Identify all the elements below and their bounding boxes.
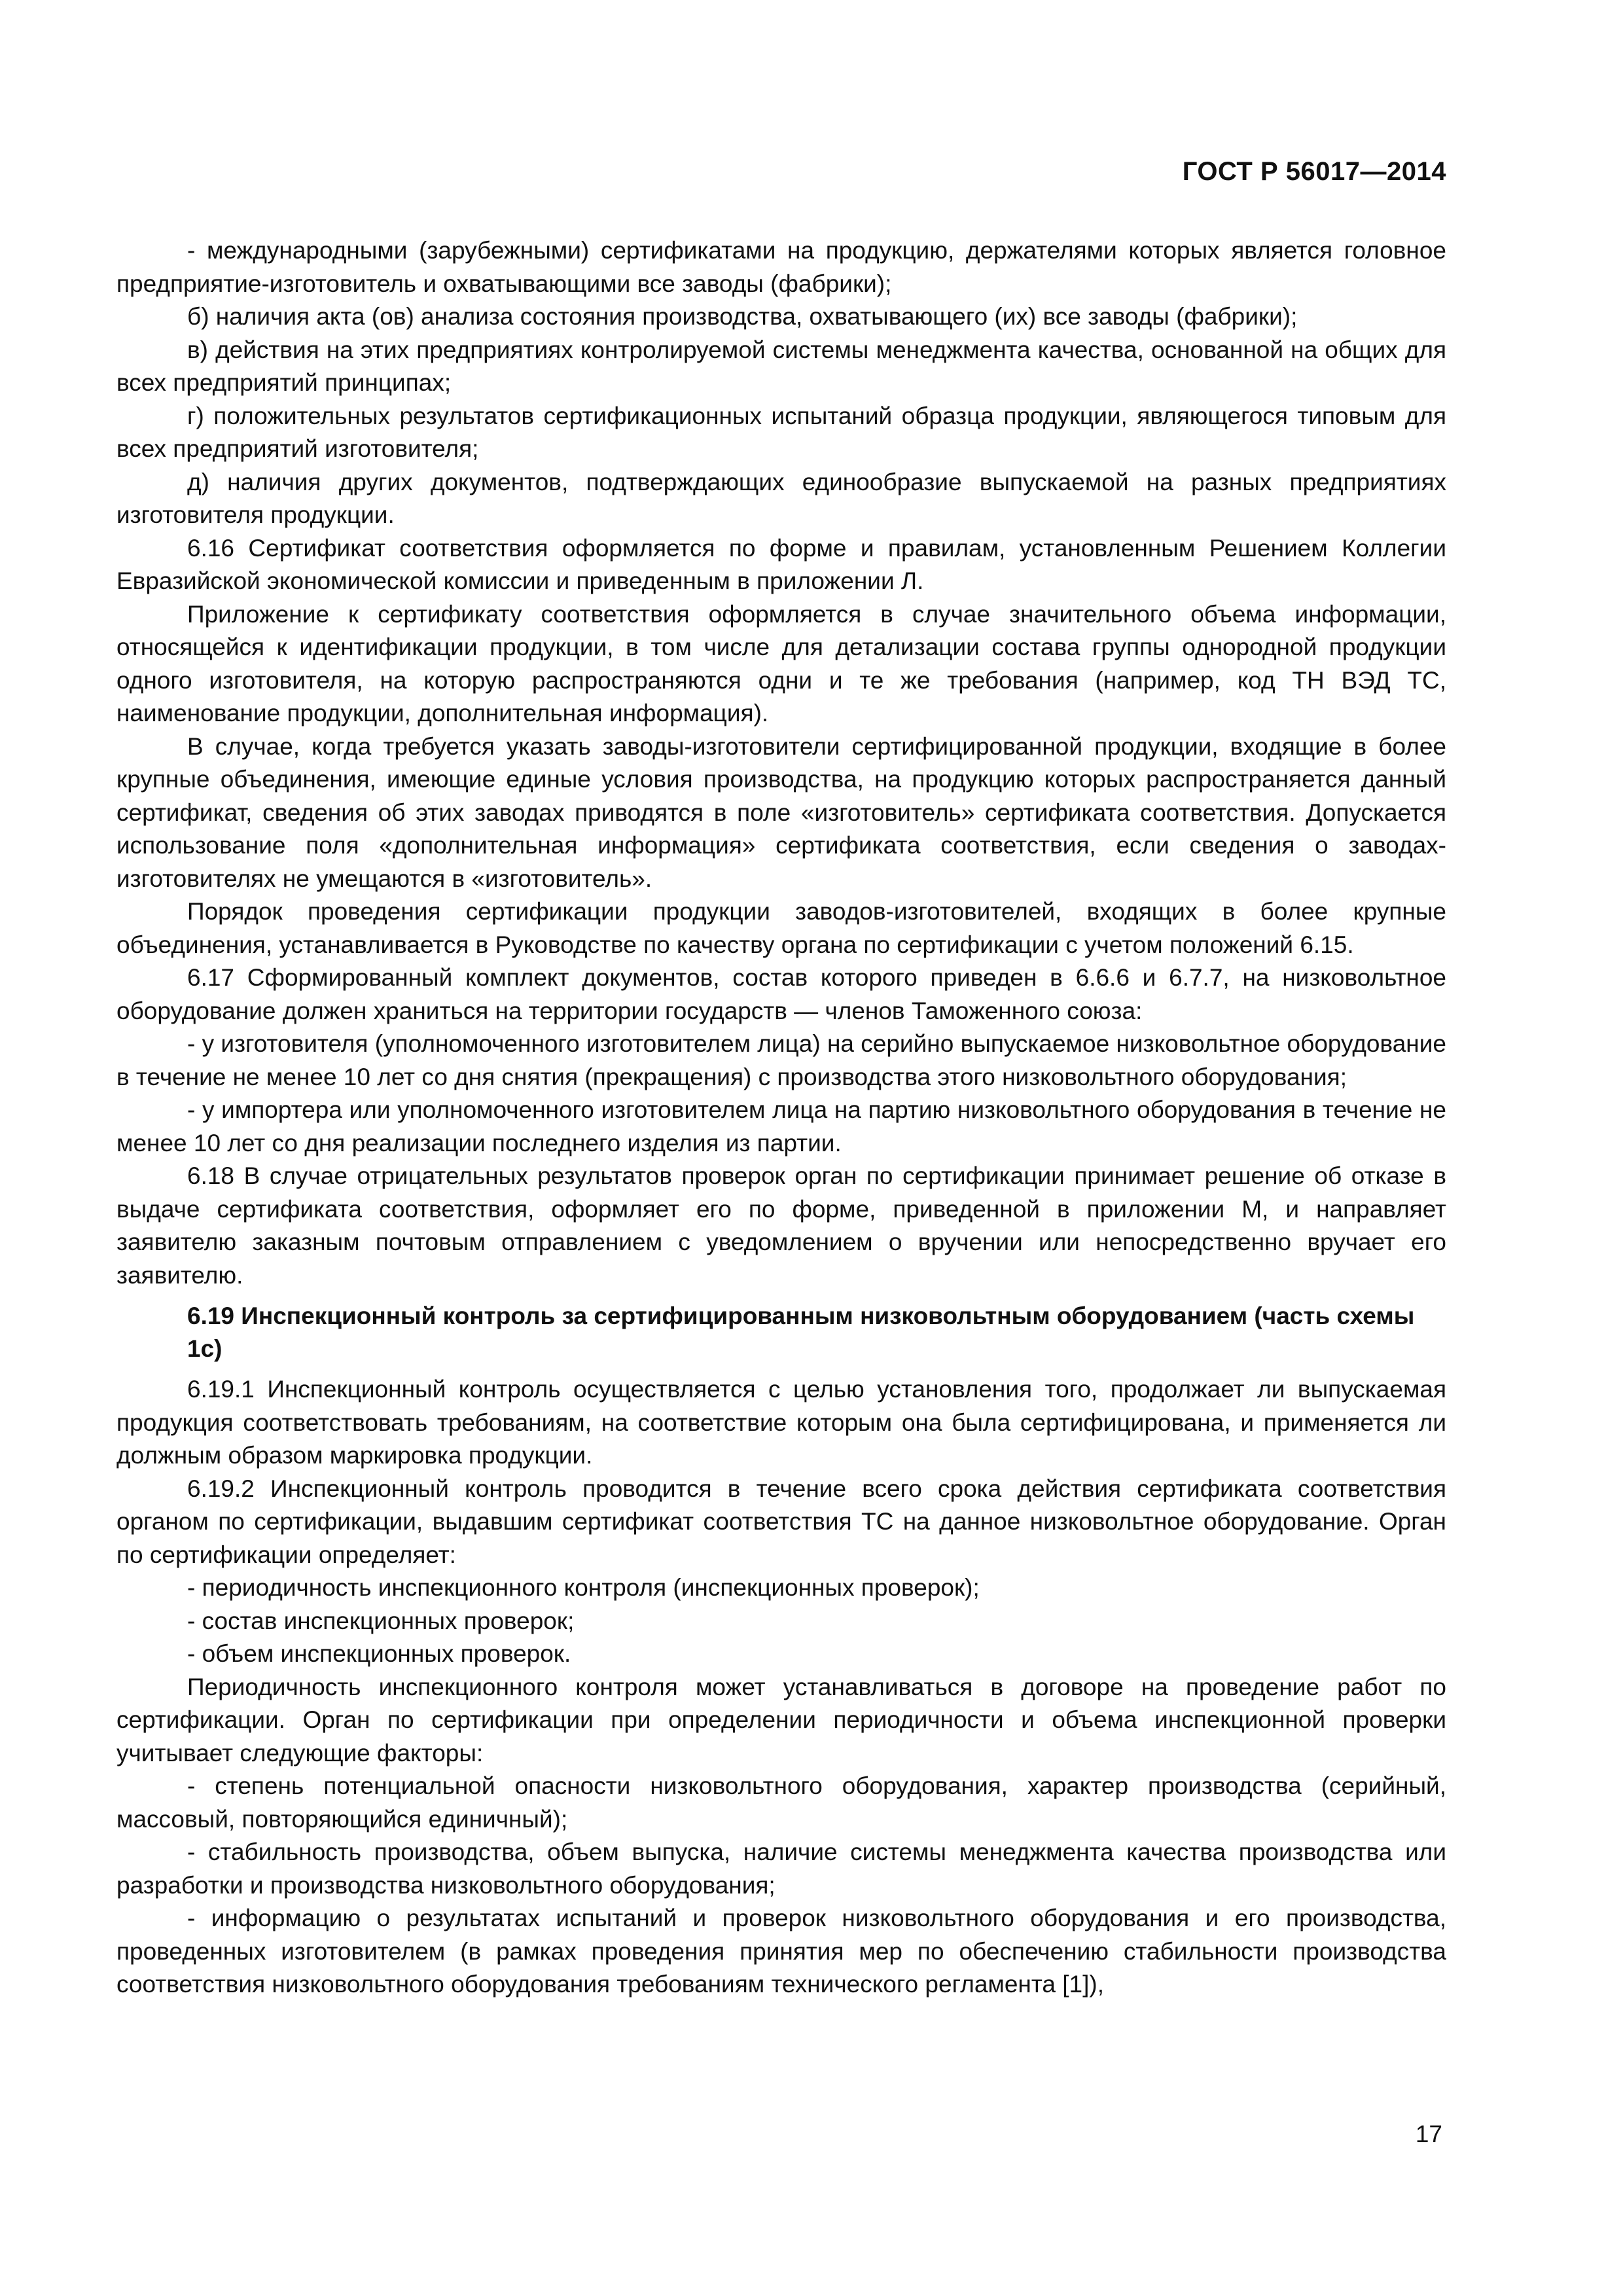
paragraph: В случае, когда требуется указать заводы-изготовители сертифицированной продукции, входящие в более крупные объединения, имеющие единые условия производства, на продукцию которых распространяется данный сертификат, сведения об этих заводах приводятся в поле «изготовитель» сертификата соответствия. Допускается использование поля «дополнительная информация» сертификата соответствия, если сведения о заводах-изготовителях не умещаются в «изготовитель». (116, 732, 1446, 892)
paragraph: - информацию о результатах испытаний и проверок низковольтного оборудования и его производства, проведенных изготовителем (в рамках проведения принятия мер по обеспечению стабильности производства соответствия низковольтного оборудования требованиям технического регламента [1]), (116, 1905, 1446, 1998)
paragraph: - у импортера или уполномоченного изготовителем лица на партию низковольтного оборудования в течение не менее 10 лет со дня реализации последнего изделия из партии. (116, 1096, 1446, 1157)
paragraph: 6.19.2 Инспекционный контроль проводится в течение всего срока действия сертификата соответствия органом по сертификации, выдавшим сертификат соответствия ТС на данное низковольтное оборудование. Орган по сертификации определяет: (116, 1475, 1446, 1568)
paragraph: д) наличия других документов, подтверждающих единообразие выпускаемой на разных предприятиях изготовителя продукции. (116, 468, 1446, 528)
paragraph: - международными (зарубежными) сертификатами на продукцию, держателями которых является головное предприятие-изготовитель и охватывающими все заводы (фабрики); (116, 237, 1446, 297)
paragraph: - состав инспекционных проверок; (187, 1607, 575, 1634)
paragraph: - периодичность инспекционного контроля (инспекционных проверок); (187, 1574, 980, 1601)
document-body (116, 234, 1446, 2001)
paragraph: 6.18 В случае отрицательных результатов проверок орган по сертификации принимает решение об отказе в выдаче сертификата соответствия, оформляет его по форме, приведенной в приложении М, и направляет заявителю заказным почтовым отправлением с уведомлением о вручении или непосредственно вручает его заявителю. (116, 1162, 1446, 1289)
page-number: 17 (1415, 2121, 1442, 2147)
document-id-header: ГОСТ Р 56017—2014 (1182, 157, 1446, 186)
paragraph: г) положительных результатов сертификационных испытаний образца продукции, являющегося типовым для всех предприятий изготовителя; (116, 402, 1446, 462)
paragraph: 6.17 Сформированный комплект документов, состав которого приведен в 6.6.6 и 6.7.7, на низковольтное оборудование должен храниться на территории государств — членов Таможенного союза: (116, 964, 1446, 1024)
section-heading: 6.19 Инспекционный контроль за сертифицированным низковольтным оборудованием (часть схемы 1с) (187, 1302, 1415, 1362)
paragraph: б) наличия акта (ов) анализа состояния производства, охватывающего (их) все заводы (фабрики); (187, 303, 1298, 330)
paragraph: - стабильность производства, объем выпуска, наличие системы менеджмента качества производства или разработки и производства низковольтного оборудования; (116, 1839, 1446, 1899)
paragraph: - объем инспекционных проверок. (187, 1640, 571, 1667)
paragraph: в) действия на этих предприятиях контролируемой системы менеджмента качества, основанной на общих для всех предприятий принципах; (116, 336, 1446, 396)
paragraph: Порядок проведения сертификации продукции заводов-изготовителей, входящих в более крупные объединения, устанавливается в Руководстве по качеству органа по сертификации с учетом положений 6.15. (116, 898, 1446, 958)
paragraph: - у изготовителя (уполномоченного изготовителем лица) на серийно выпускаемое низковольтное оборудование в течение не менее 10 лет со дня снятия (прекращения) с производства этого низковольтного оборудования; (116, 1030, 1446, 1090)
paragraph: Приложение к сертификату соответствия оформляется в случае значительного объема информации, относящейся к идентификации продукции, в том числе для детализации состава группы однородной продукции одного изготовителя, на которую распространяются одни и те же требования (например, код ТН ВЭД ТС, наименование продукции, дополнительная информация). (116, 600, 1446, 726)
paragraph: 6.19.1 Инспекционный контроль осуществляется с целью установления того, продолжает ли выпускаемая продукция соответствовать требованиям, на соответствие которым она была сертифицирована, и применяется ли должным образом маркировка продукции. (116, 1376, 1446, 1469)
paragraph: 6.16 Сертификат соответствия оформляется по форме и правилам, установленным Решением Коллегии Евразийской экономической комиссии и приведенным в приложении Л. (116, 534, 1446, 594)
paragraph: Периодичность инспекционного контроля может устанавливаться в договоре на проведение работ по сертификации. Орган по сертификации при определении периодичности и объема инспекционной проверки учитывает следующие факторы: (116, 1673, 1446, 1767)
paragraph: - степень потенциальной опасности низковольтного оборудования, характер производства (серийный, массовый, повторяющийся единичный); (116, 1772, 1446, 1833)
